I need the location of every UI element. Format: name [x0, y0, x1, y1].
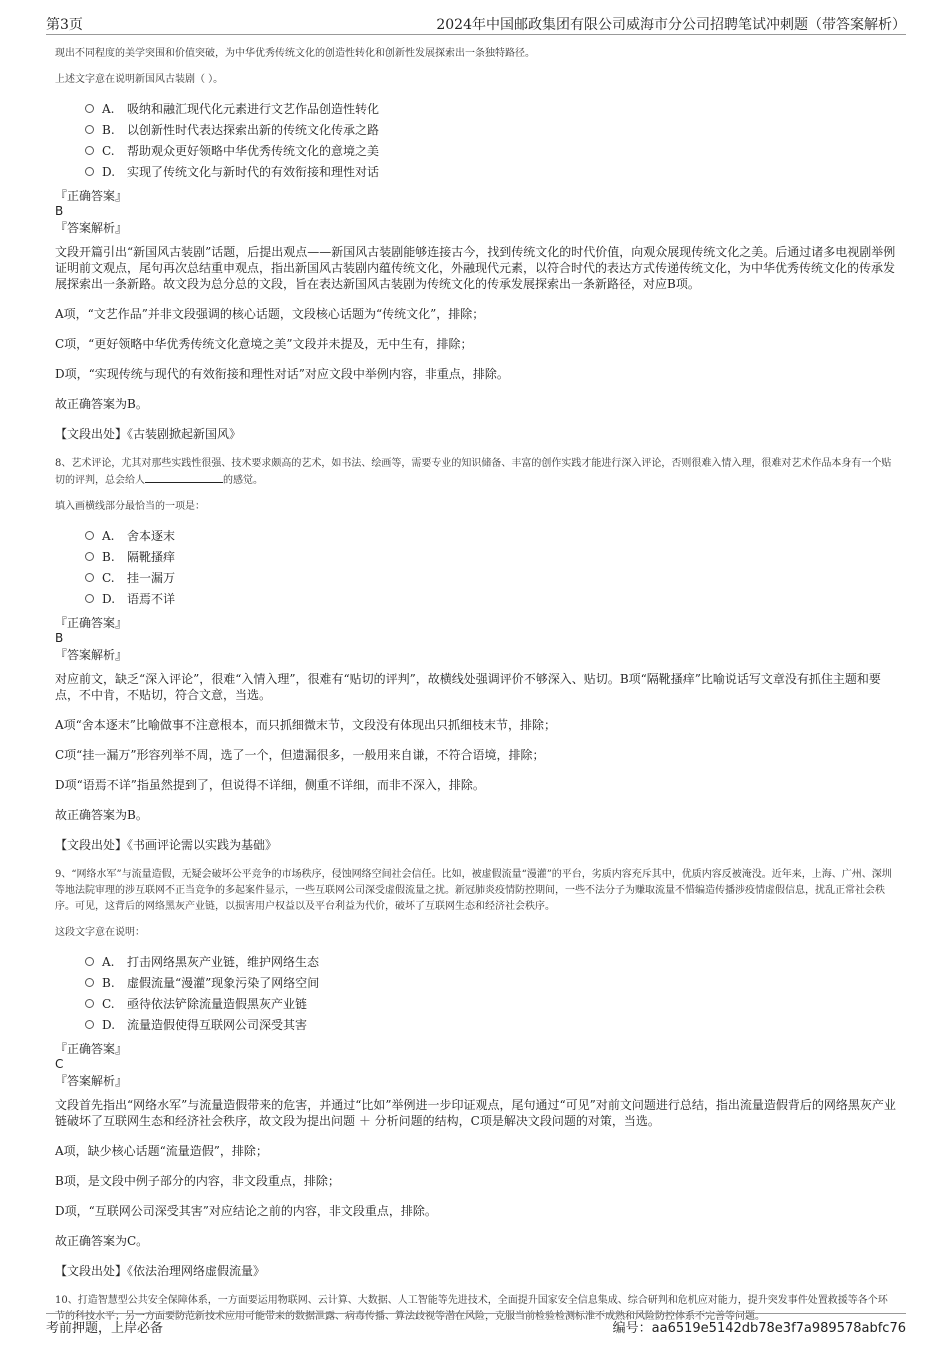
question-9 [55, 867, 897, 1279]
analysis-text: 文段开篇引出“新国风古装剧”话题，后提出观点——新国风古装剧能够连接古今，找到传统文化的时代价值，向观众展现传统文化之美。后通过诸多电视剧举例证明前文观点，尾句再次总结重申观点，指出新国风古装剧内蕴传统文化，外融现代元素，以符合时代的表达方式传递传统文化，为中华优秀传统文化的传承发展探索出一条新路。故文段为总分总的文段，旨在表达新国风古装剧为传统文化的传承发展探索出一条新路径，对应B项。 [55, 245, 896, 291]
fill-blank [145, 472, 223, 483]
source-citation: 【文段出处】《依法治理网络虚假流量》 [55, 1264, 266, 1278]
question-8 [55, 456, 897, 853]
analysis-label: 『答案解析』 [55, 648, 128, 662]
analysis-conclusion: 故正确答案为B。 [55, 808, 148, 822]
analysis-line: D项，“实现传统与现代的有效衔接和理性对话”对应文段中举例内容，非重点，排除。 [55, 367, 509, 381]
question-8-stem: 8、艺术评论，尤其对那些实践性很强、技术要求颇高的艺术，如书法、绘画等，需要专业的知识储备、丰富的创作实践才能进行深入评论，否则很难入情入理，很难对艺术作品本身有一个贴切的评判，总会给人 的感觉。 [55, 458, 892, 486]
answer-label: 『正确答案』 [55, 1042, 128, 1056]
answer-value: B [55, 631, 64, 645]
question-7-options [85, 98, 897, 182]
radio-icon[interactable] [85, 552, 94, 561]
option-c[interactable]: C. 挂一漏万 [85, 567, 897, 588]
radio-icon[interactable] [85, 978, 94, 987]
question-7 [55, 46, 897, 442]
analysis-line: C项，“更好领略中华优秀传统文化意境之美”文段并未提及，无中生有，排除； [55, 337, 473, 351]
radio-icon[interactable] [85, 594, 94, 603]
analysis-label: 『答案解析』 [55, 221, 128, 235]
radio-icon[interactable] [85, 104, 94, 113]
document-title: 2024年中国邮政集团有限公司威海市分公司招聘笔试冲刺题（带答案解析） [436, 17, 906, 33]
radio-icon[interactable] [85, 999, 94, 1008]
question-7-intro: 现出不同程度的美学突围和价值突破，为中华优秀传统文化的创造性转化和创新性发展探索出一条独特路径。 [55, 48, 535, 59]
answer-value: C [55, 1057, 64, 1071]
radio-icon[interactable] [85, 1020, 94, 1029]
document-id: 编号：aa6519e5142db78e3f7a989578abfc76 [612, 1321, 906, 1336]
page-content [55, 46, 897, 1335]
answer-value: B [55, 204, 64, 218]
analysis-conclusion: 故正确答案为C。 [55, 1234, 149, 1248]
option-d[interactable]: D. 流量造假使得互联网公司深受其害 [85, 1014, 897, 1035]
analysis-line: A项，缺少核心话题“流量造假”，排除； [55, 1144, 268, 1158]
question-8-options [85, 525, 897, 609]
analysis-line: B项，是文段中例子部分的内容，非文段重点，排除； [55, 1174, 340, 1188]
page-number: 第3页 [46, 17, 83, 33]
analysis-label: 『答案解析』 [55, 1074, 128, 1088]
option-b[interactable]: B. 以创新性时代表达探索出新的传统文化传承之路 [85, 119, 897, 140]
source-citation: 【文段出处】《书画评论需以实践为基础》 [55, 838, 278, 852]
answer-label: 『正确答案』 [55, 616, 128, 630]
option-a[interactable]: A. 舍本逐末 [85, 525, 897, 546]
option-c[interactable]: C. 亟待依法铲除流量造假黑灰产业链 [85, 993, 897, 1014]
question-10-stem: 10、打造智慧型公共安全保障体系，一方面要运用物联网、云计算、大数据、人工智能等先进技术，全面提升国家安全信息集成、综合研判和危机应对能力，提升突发事件处置救援等各个环节的科技水平；另一方面要防范新技术应用可能带来的数据泄露、病毒传播、算法歧视等潜在风险，克服当前检验检测标准不成熟和风险防控体系不完善等问题。 [55, 1295, 888, 1322]
radio-icon[interactable] [85, 146, 94, 155]
radio-icon[interactable] [85, 531, 94, 540]
analysis-text: 文段首先指出“网络水军”与流量造假带来的危害，并通过“比如”举例进一步印证观点，尾句通过“可见”对前文问题进行总结，指出流量造假背后的网络黑灰产业链破坏了互联网生态和经济社会秩序，故文段为提出问题 ＋ 分析问题的结构，C项是解决文段问题的对策，当选。 [55, 1098, 896, 1128]
radio-icon[interactable] [85, 957, 94, 966]
radio-icon[interactable] [85, 167, 94, 176]
page-footer [46, 1313, 906, 1338]
footer-slogan: 考前押题，上岸必备 [46, 1321, 164, 1336]
radio-icon[interactable] [85, 125, 94, 134]
option-a[interactable]: A. 吸纳和融汇现代化元素进行文艺作品创造性转化 [85, 98, 897, 119]
option-d[interactable]: D. 实现了传统文化与新时代的有效衔接和理性对话 [85, 161, 897, 182]
radio-icon[interactable] [85, 573, 94, 582]
analysis-text: 对应前文，缺乏“深入评论”，很难“入情入理”，很难有“贴切的评判”，故横线处强调评价不够深入、贴切。B项“隔靴搔痒”比喻说话写文章没有抓住主题和要点，不中肯，不贴切，符合文意，当选。 [55, 672, 881, 702]
question-9-options [85, 951, 897, 1035]
option-b[interactable]: B. 隔靴搔痒 [85, 546, 897, 567]
option-a[interactable]: A. 打击网络黑灰产业链，维护网络生态 [85, 951, 897, 972]
question-9-prompt: 这段文字意在说明： [55, 927, 145, 938]
option-c[interactable]: C. 帮助观众更好领略中华优秀传统文化的意境之美 [85, 140, 897, 161]
analysis-line: A项“舍本逐末”比喻做事不注意根本，而只抓细微末节，文段没有体现出只抓细枝末节，排除； [55, 718, 556, 732]
analysis-line: D项，“互联网公司深受其害”对应结论之前的内容，非文段重点，排除。 [55, 1204, 437, 1218]
question-9-stem: 9、“网络水军”与流量造假，无疑会破坏公平竞争的市场秩序，侵蚀网络空间社会信任。比如，被虚假流量“漫灌”的平台，劣质内容充斥其中，优质内容反被淹没。近年来，上海、广州、深圳等地法院审理的涉互联网不正当竞争的多起案件显示，一些互联网公司深受虚假流量之扰。新冠肺炎疫情防控期间，一些不法分子为赚取流量不惜编造传播涉疫情虚假信息，扰乱正常社会秩序。可见，这背后的网络黑灰产业链，以损害用户权益以及平台利益为代价，破坏了互联网生态和经济社会秩序。 [55, 869, 892, 912]
option-b[interactable]: B. 虚假流量“漫灌”现象污染了网络空间 [85, 972, 897, 993]
page-header [46, 12, 906, 35]
analysis-line: C项“挂一漏万”形容列举不周，选了一个，但遗漏很多，一般用来自谦，不符合语境，排除； [55, 748, 545, 762]
question-7-stem: 上述文字意在说明新国风古装剧（ ）。 [55, 74, 224, 85]
analysis-line: A项，“文艺作品”并非文段强调的核心话题，文段核心话题为“传统文化”，排除； [55, 307, 485, 321]
source-citation: 【文段出处】《古装剧掀起新国风》 [55, 427, 242, 441]
analysis-conclusion: 故正确答案为B。 [55, 397, 148, 411]
analysis-line: D项“语焉不详”指虽然提到了，但说得不详细，侧重不详细，而非不深入，排除。 [55, 778, 485, 792]
answer-label: 『正确答案』 [55, 189, 128, 203]
option-d[interactable]: D. 语焉不详 [85, 588, 897, 609]
question-8-prompt: 填入画横线部分最恰当的一项是： [55, 501, 205, 512]
